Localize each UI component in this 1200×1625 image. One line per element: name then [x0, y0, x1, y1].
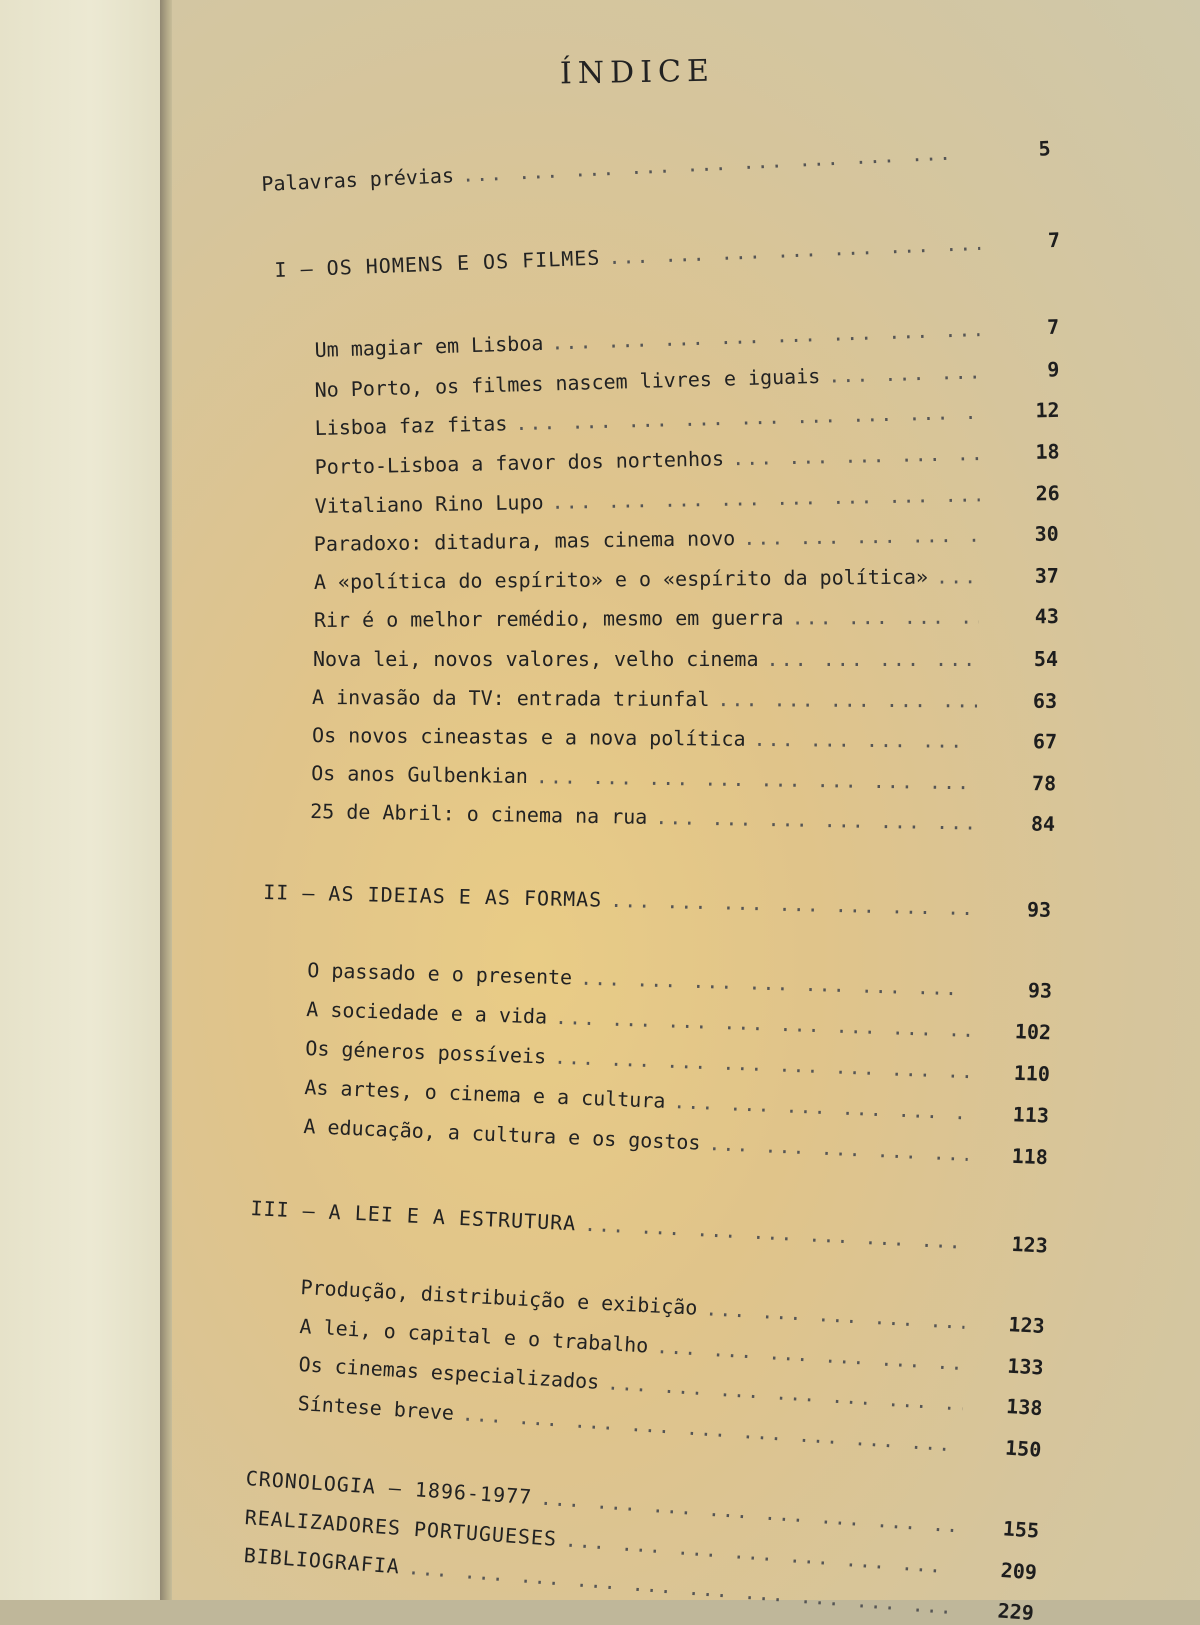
- toc-entry-title: Produção, distribuição e exibição: [300, 1275, 699, 1320]
- toc-entry-title: Porto-Lisboa a favor dos nortenhos: [314, 446, 725, 479]
- toc-page-number: 123: [1007, 1312, 1046, 1338]
- toc-page-number: 118: [1011, 1143, 1049, 1170]
- toc-entry: [307, 958, 1052, 1003]
- toc-entry-title: BIBLIOGRAFIA: [243, 1543, 401, 1579]
- leader-dots: [536, 764, 977, 794]
- toc-page-number: 54: [1033, 647, 1058, 671]
- toc-entry: [314, 357, 1059, 402]
- toc-entry: [314, 398, 1059, 440]
- toc-page-number: 209: [1000, 1557, 1038, 1585]
- leader-dots: [555, 1005, 972, 1042]
- toc-entry-title: Rir é o melhor remédio, mesmo em guerra: [313, 605, 784, 632]
- toc-entry-title: Paradoxo: ditadura, mas cinema novo: [313, 526, 736, 556]
- toc-entry-title: II — AS IDEIAS E AS FORMAS: [263, 880, 603, 912]
- toc-entry: [314, 315, 1059, 362]
- toc-page-number: 138: [1005, 1394, 1044, 1421]
- toc-page-number: 26: [1035, 481, 1060, 506]
- toc-page-number: 123: [1011, 1231, 1049, 1258]
- toc-entry-title: Os cinemas especializados: [298, 1352, 600, 1394]
- toc-page-number: 12: [1035, 397, 1060, 423]
- leader-dots: [828, 359, 980, 387]
- toc-entry-title: As artes, o cinema e a cultura: [304, 1075, 666, 1113]
- leader-dots: [584, 1212, 969, 1254]
- leader-dots: [673, 1089, 969, 1124]
- toc-entry-title: O passado e o presente: [307, 958, 573, 990]
- leader-dots: [608, 231, 981, 269]
- toc-page-number: 63: [1032, 688, 1058, 713]
- toc-page-number: 7: [1047, 227, 1061, 253]
- leader-dots: [606, 1370, 963, 1415]
- toc-page-number: 18: [1035, 439, 1060, 464]
- toc-entry: [314, 439, 1059, 479]
- toc-entry-title: Palavras prévias: [260, 163, 455, 196]
- toc-entry: [306, 997, 1051, 1044]
- leader-dots: [515, 400, 980, 435]
- toc-page-number: 113: [1012, 1102, 1050, 1128]
- toc-entry-title: Os anos Gulbenkian: [311, 761, 529, 789]
- toc-entry: [315, 481, 1060, 518]
- toc-entry-title: CRONOLOGIA — 1896-1977: [245, 1466, 533, 1510]
- toc-entry: [311, 761, 1056, 795]
- leader-dots: [705, 1296, 966, 1334]
- toc-entry: [314, 604, 1059, 632]
- leader-dots: [554, 1045, 971, 1084]
- toc-entry-title: Um magiar em Lisboa: [314, 330, 544, 362]
- leader-dots: [708, 1131, 968, 1166]
- leader-dots: [580, 966, 973, 1001]
- toc-entry-title: A educação, a cultura e os gostos: [303, 1114, 702, 1155]
- toc-page-number: 67: [1032, 729, 1058, 754]
- toc-entry-title: Lisboa faz fitas: [314, 411, 508, 440]
- toc-entry-title: A «política do espírito» e o «espírito da política»: [313, 564, 929, 594]
- page-title: ÍNDICE: [559, 53, 716, 92]
- toc-entry: [261, 136, 1051, 196]
- toc-entry: [312, 723, 1057, 754]
- leader-dots: [767, 647, 978, 671]
- toc-entry-title: Os novos cineastas e a nova política: [312, 723, 746, 751]
- toc-entry: [310, 799, 1055, 836]
- leader-dots: [936, 564, 979, 588]
- leader-dots: [655, 805, 975, 835]
- toc-page-number: 37: [1034, 563, 1059, 588]
- toc-page-number: 9: [1046, 357, 1060, 382]
- toc-entry-title: Vitaliano Rino Lupo: [314, 490, 544, 518]
- leader-dots: [717, 687, 977, 712]
- leader-dots: [610, 888, 971, 920]
- toc-entry-title: REALIZADORES PORTUGUESES: [244, 1505, 558, 1551]
- leader-dots: [732, 441, 980, 470]
- toc-page-number: 43: [1034, 604, 1059, 629]
- leader-dots: [461, 140, 971, 187]
- toc-page-number: 30: [1034, 521, 1059, 546]
- toc-entry: [313, 647, 1058, 671]
- leader-dots: [656, 1334, 965, 1375]
- toc-entry: [314, 563, 1059, 594]
- leader-dots: [753, 727, 977, 753]
- toc-entry-title: I — OS HOMENS E OS FILMES: [274, 245, 601, 282]
- leader-dots: [743, 523, 979, 550]
- toc-entry-title: Síntese breve: [297, 1391, 455, 1425]
- toc-page-number: 7: [1046, 314, 1060, 339]
- toc-page-number: 93: [1026, 897, 1052, 922]
- toc-entry: [312, 685, 1057, 713]
- toc-entry-title: No Porto, os filmes nascem livres e iguais: [314, 363, 821, 402]
- toc-page-number: 155: [1002, 1516, 1040, 1543]
- leader-dots: [551, 482, 980, 513]
- toc-section-entry: [274, 228, 1060, 282]
- toc-page-number: 93: [1027, 978, 1053, 1003]
- toc-page-number: 133: [1006, 1353, 1045, 1380]
- leader-dots: [551, 317, 980, 354]
- toc-page-number: 229: [996, 1598, 1035, 1625]
- toc-page-number: 78: [1031, 771, 1057, 796]
- toc-page-number: 5: [1038, 136, 1052, 161]
- toc-entry-title: A sociedade e a vida: [306, 997, 548, 1029]
- toc-entry-title: Os géneros possíveis: [305, 1036, 547, 1069]
- toc-entry-title: A lei, o capital e o trabalho: [299, 1314, 649, 1358]
- toc-section-entry: [250, 1196, 1048, 1258]
- toc-entry-title: III — A LEI E A ESTRUTURA: [250, 1196, 577, 1236]
- toc-entry-title: A invasão da TV: entrada triunfal: [312, 685, 710, 712]
- toc-section-entry: [263, 880, 1051, 922]
- toc-page-number: 150: [1004, 1435, 1043, 1462]
- toc-page-number: 84: [1030, 811, 1056, 837]
- toc-page-number: 102: [1014, 1019, 1052, 1045]
- toc-page-number: 110: [1013, 1060, 1051, 1087]
- toc-entry-title: Nova lei, novos valores, velho cinema: [313, 647, 759, 671]
- toc-entry-title: 25 de Abril: o cinema na rua: [310, 799, 648, 829]
- toc-entry: [314, 522, 1059, 556]
- leader-dots: [791, 605, 979, 630]
